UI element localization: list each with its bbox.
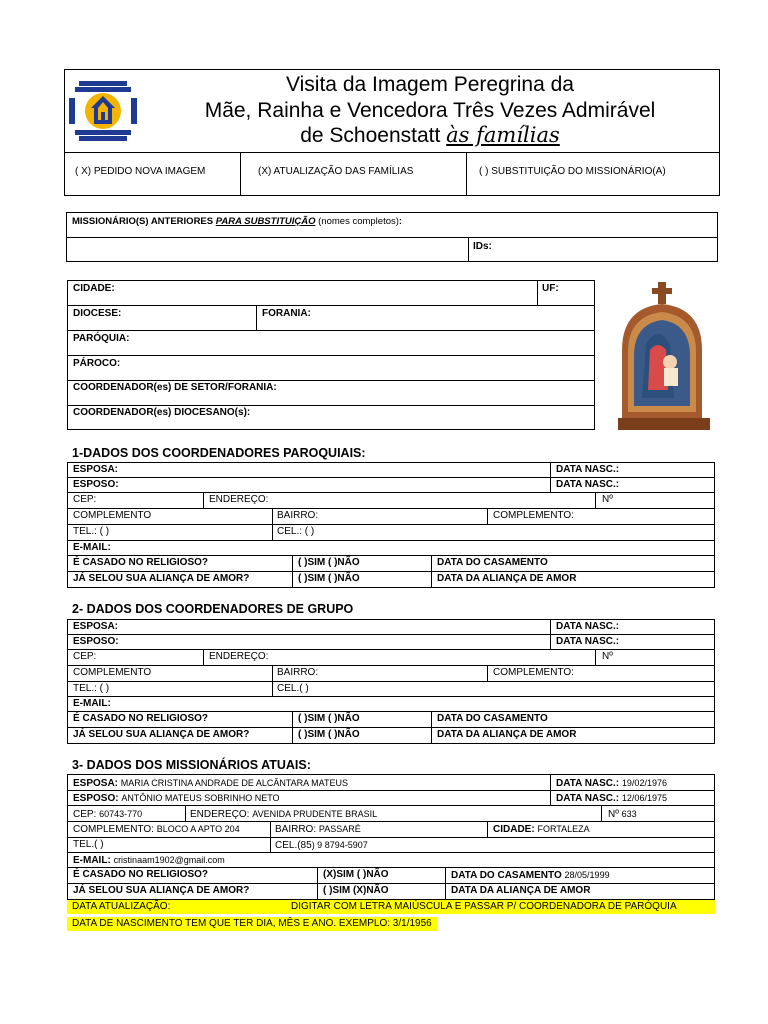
- s1-esposa: ESPOSA:: [73, 464, 119, 475]
- s3-tel: TEL.( ): [73, 839, 104, 850]
- section-2-heading: 2- DADOS DOS COORDENADORES DE GRUPO: [72, 602, 354, 616]
- note-data-nascimento: DATA DE NASCIMENTO TEM QUE TER DIA, MÊS E ANO. EXEMPLO: 3/1/1956: [67, 917, 437, 931]
- coord-setor-label: COORDENADOR(es) DE SETOR/FORANIA:: [73, 382, 277, 393]
- s2-casado-options[interactable]: ( )SIM ( )NÃO: [298, 713, 360, 724]
- cidade-label: CIDADE:: [73, 283, 115, 294]
- s1-email: E-MAIL:: [73, 542, 111, 553]
- s3-bairro: BAIRRO: PASSARÉ: [275, 824, 361, 835]
- diocese-label: DIOCESE:: [73, 308, 122, 319]
- uf-label: UF:: [542, 283, 559, 294]
- s2-data-alianca: DATA DA ALIANÇA DE AMOR: [437, 729, 577, 740]
- s3-cidade: CIDADE: FORTALEZA: [493, 824, 590, 835]
- schoenstatt-logo-icon: [66, 74, 140, 148]
- s3-data-casamento-value[interactable]: 28/05/1999: [564, 870, 610, 880]
- s3-cidade-value[interactable]: FORTALEZA: [537, 824, 590, 834]
- s1-cel: CEL.: ( ): [277, 526, 315, 537]
- option-nova-imagem[interactable]: ( X) PEDIDO NOVA IMAGEM: [75, 166, 206, 177]
- s1-alianca: JÁ SELOU SUA ALIANÇA DE AMOR?: [73, 573, 250, 584]
- s2-data-nasc-2: DATA NASC.:: [556, 636, 620, 647]
- s2-alianca: JÁ SELOU SUA ALIANÇA DE AMOR?: [73, 729, 250, 740]
- s2-data-casamento: DATA DO CASAMENTO: [437, 713, 548, 724]
- s2-cep: CEP:: [73, 651, 97, 662]
- s3-data-nasc-2-value[interactable]: 12/06/1975: [621, 793, 667, 803]
- s3-esposa: ESPOSA: MARIA CRISTINA ANDRADE DE ALCÂNTARA MATEUS: [73, 778, 349, 789]
- s1-complemento: COMPLEMENTO: [73, 510, 152, 521]
- previous-missionaries-label: MISSIONÁRIO(S) ANTERIORES PARA SUBSTITUIÇÃO (nomes completos):: [72, 216, 403, 227]
- s3-endereco: ENDEREÇO: AVENIDA PRUDENTE BRASIL: [190, 809, 378, 820]
- s2-esposa: ESPOSA:: [73, 621, 119, 632]
- s1-bairro: BAIRRO:: [277, 510, 319, 521]
- s1-data-alianca: DATA DA ALIANÇA DE AMOR: [437, 573, 577, 584]
- s3-numero-value[interactable]: 633: [621, 809, 637, 819]
- s1-tel: TEL.: ( ): [73, 526, 110, 537]
- s2-complemento-2: COMPLEMENTO:: [493, 667, 574, 678]
- s1-alianca-options[interactable]: ( )SIM ( )NÃO: [298, 573, 360, 584]
- s2-bairro: BAIRRO:: [277, 667, 319, 678]
- s3-endereco-value[interactable]: AVENIDA PRUDENTE BRASIL: [252, 809, 378, 819]
- s3-data-nasc-1-value[interactable]: 19/02/1976: [621, 778, 667, 788]
- s1-casado-options[interactable]: ( )SIM ( )NÃO: [298, 557, 360, 568]
- title-line-3: de Schoenstatt às famílias: [300, 123, 560, 147]
- s1-data-nasc-1: DATA NASC.:: [556, 464, 620, 475]
- s3-esposa-value[interactable]: MARIA CRISTINA ANDRADE DE ALCÂNTARA MATEUS: [120, 778, 349, 788]
- option-atualizacao[interactable]: (X) ATUALIZAÇÃO DAS FAMÍLIAS: [258, 166, 414, 177]
- s1-data-casamento: DATA DO CASAMENTO: [437, 557, 548, 568]
- s3-data-nasc-1: DATA NASC.: 19/02/1976: [556, 778, 667, 789]
- coord-diocesano-label: COORDENADOR(es) DIOCESANO(s):: [73, 407, 251, 418]
- s1-data-nasc-2: DATA NASC.:: [556, 479, 620, 490]
- note-data-atualizacao: DATA ATUALIZAÇÃO:: [72, 901, 171, 912]
- s2-email: E-MAIL:: [73, 698, 111, 709]
- s3-data-casamento: DATA DO CASAMENTO 28/05/1999: [451, 870, 610, 881]
- s2-alianca-options[interactable]: ( )SIM ( )NÃO: [298, 729, 360, 740]
- ids-label: IDs:: [473, 241, 492, 252]
- s3-bairro-value[interactable]: PASSARÉ: [318, 824, 361, 834]
- note-update-row: [67, 900, 715, 914]
- s2-complemento: COMPLEMENTO: [73, 667, 152, 678]
- paroquia-label: PARÓQUIA:: [73, 333, 130, 344]
- s3-cel-value[interactable]: ) 9 8794-5907: [311, 840, 368, 850]
- section-1-heading: 1-DADOS DOS COORDENADORES PAROQUIAIS:: [72, 446, 366, 460]
- s3-numero: Nº 633: [608, 809, 637, 820]
- s1-endereco: ENDEREÇO:: [209, 494, 269, 505]
- s3-complemento-value[interactable]: BLOCO A APTO 204: [156, 824, 240, 834]
- title-line-2: Mãe, Rainha e Vencedora Três Vezes Admirável: [204, 99, 656, 122]
- s1-numero: Nº: [602, 494, 613, 505]
- s3-esposo-value[interactable]: ANTÔNIO MATEUS SOBRINHO NETO: [121, 793, 280, 803]
- s2-cel: CEL.( ): [277, 683, 309, 694]
- s3-email-value[interactable]: cristinaam1902@gmail.com: [113, 855, 225, 865]
- s3-cel: CEL.(85) 9 8794-5907: [275, 840, 368, 851]
- s3-data-nasc-2: DATA NASC.: 12/06/1975: [556, 793, 667, 804]
- s2-casado: É CASADO NO RELIGIOSO?: [73, 713, 209, 724]
- note-instrucao: DIGITAR COM LETRA MAIÚSCULA E PASSAR P/ COORDENADORA DE PARÓQUIA: [291, 901, 677, 912]
- s1-esposo: ESPOSO:: [73, 479, 119, 490]
- pilgrim-image: [612, 280, 716, 432]
- s1-cep: CEP:: [73, 494, 97, 505]
- s2-endereco: ENDEREÇO:: [209, 651, 269, 662]
- s3-esposo: ESPOSO: ANTÔNIO MATEUS SOBRINHO NETO: [73, 793, 280, 804]
- s2-tel: TEL.: ( ): [73, 683, 110, 694]
- s3-data-alianca: DATA DA ALIANÇA DE AMOR: [451, 885, 591, 896]
- s2-esposo: ESPOSO:: [73, 636, 119, 647]
- s2-numero: Nº: [602, 651, 613, 662]
- s3-complemento: COMPLEMENTO: BLOCO A APTO 204: [73, 824, 240, 835]
- s2-data-nasc-1: DATA NASC.:: [556, 621, 620, 632]
- s3-alianca: JÁ SELOU SUA ALIANÇA DE AMOR?: [73, 885, 250, 896]
- s1-casado: É CASADO NO RELIGIOSO?: [73, 557, 209, 568]
- s3-cep-value[interactable]: 60743-770: [99, 809, 143, 819]
- s3-email: E-MAIL: cristinaam1902@gmail.com: [73, 855, 225, 866]
- option-substituicao[interactable]: ( ) SUBSTITUIÇÃO DO MISSIONÁRIO(A): [479, 166, 666, 177]
- title-line-1: Visita da Imagem Peregrina da: [286, 73, 574, 96]
- s1-complemento-2: COMPLEMENTO:: [493, 510, 574, 521]
- paroco-label: PÁROCO:: [73, 358, 121, 369]
- s3-casado: É CASADO NO RELIGIOSO?: [73, 869, 209, 880]
- s3-alianca-options[interactable]: ( )SIM (X)NÃO: [323, 885, 389, 896]
- forania-label: FORANIA:: [262, 308, 311, 319]
- section-3-heading: 3- DADOS DOS MISSIONÁRIOS ATUAIS:: [72, 758, 311, 772]
- s3-casado-options[interactable]: (X)SIM ( )NÃO: [323, 869, 389, 880]
- s3-cep: CEP: 60743-770: [73, 809, 143, 820]
